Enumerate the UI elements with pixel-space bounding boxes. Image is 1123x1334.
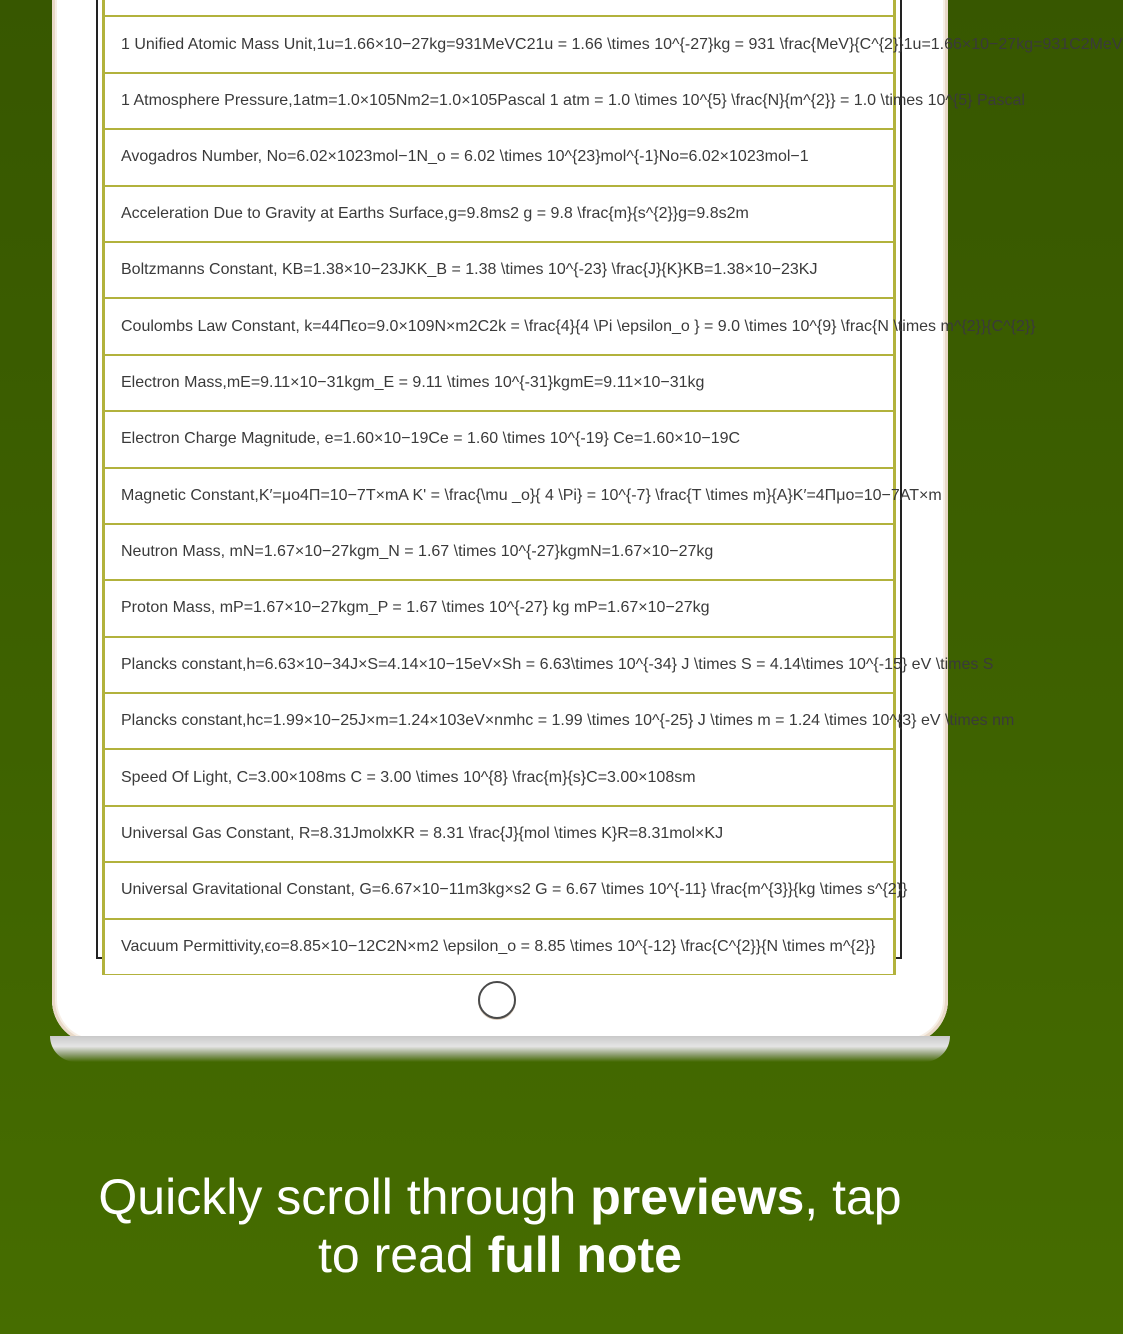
list-item[interactable] (102, 0, 896, 16)
list-item-text: Universal Gas Constant, R=8.31JmolxKR = 8.31 \frac{J}{mol \times K}R=8.31mol×KJ (121, 825, 724, 843)
list-item[interactable] (102, 524, 896, 580)
caption-line-2 (0, 1226, 1000, 1284)
list-item[interactable] (102, 186, 896, 242)
list-item[interactable] (102, 637, 994, 693)
list-item-text: Universal Gravitational Constant, G=6.67×10−11m3kg×s2 G = 6.67 \times 10^{-11} \frac{m^{3}}{kg \times s^{2}} (121, 881, 908, 899)
list-item[interactable] (102, 73, 1025, 129)
list-item[interactable] (102, 749, 896, 805)
home-button[interactable] (478, 981, 516, 1019)
list-item[interactable] (102, 919, 896, 975)
caption-text: , tap (804, 1169, 902, 1225)
caption-text: to read (318, 1227, 488, 1283)
list-item[interactable] (102, 580, 896, 636)
list-item[interactable] (102, 693, 1015, 749)
list-item-text: Plancks constant,hc=1.99×10−25J×m=1.24×103eV×nmhc = 1.99 \times 10^{-25} J \times m = 1.24 \times 10^{3} eV \times nm (121, 712, 1015, 730)
list-item-text: Boltzmanns Constant, KB=1.38×10−23JKK_B = 1.38 \times 10^{-23} \frac{J}{K}KB=1.38×10−23KJ (121, 261, 818, 279)
list-item-text: Avogadros Number, No=6.02×1023mol−1N_o = 6.02 \times 10^{23}mol^{-1}No=6.02×1023mol−1 (121, 148, 809, 166)
list-item[interactable] (102, 411, 896, 467)
promo-caption (0, 1168, 1000, 1284)
notes-list-view[interactable] (98, 0, 1123, 957)
tablet-screen (96, 0, 1123, 959)
list-item-text: Proton Mass, mP=1.67×10−27kgm_P = 1.67 \times 10^{-27} kg mP=1.67×10−27kg (121, 599, 710, 617)
list-item[interactable] (102, 468, 942, 524)
list-item[interactable] (102, 355, 896, 411)
caption-text: Quickly scroll through (98, 1169, 591, 1225)
tablet-shadow (50, 1036, 950, 1062)
list-item-text: Neutron Mass, mN=1.67×10−27kgm_N = 1.67 \times 10^{-27}kgmN=1.67×10−27kg (121, 543, 714, 561)
list-item[interactable] (102, 129, 896, 185)
list-item[interactable] (102, 806, 896, 862)
caption-emphasis: previews (590, 1169, 805, 1225)
list-item-text: Plancks constant,h=6.63×10−34J×S=4.14×10−15eV×Sh = 6.63\times 10^{-34} J \times S = 4.14\times 10^{-15} eV \times S (121, 655, 994, 673)
list-item[interactable] (102, 242, 896, 298)
list-item[interactable] (102, 862, 908, 918)
list-item[interactable] (102, 16, 1123, 72)
list-item-text: Electron Charge Magnitude, e=1.60×10−19Ce = 1.60 \times 10^{-19} Ce=1.60×10−19C (121, 430, 741, 448)
list-item-text: Vacuum Permittivity,ϵo=8.85×10−12C2N×m2 \epsilon_o = 8.85 \times 10^{-12} \frac{C^{2}}{N \times m^{2}} (121, 937, 876, 955)
list-item-text: 1 Unified Atomic Mass Unit,1u=1.66×10−27kg=931MeVC21u = 1.66 \times 10^{-27}kg = 931 \frac{MeV}{C^{2}}1u=1.66×10−27kg=931C2MeV (121, 35, 1123, 53)
notes-list (98, 0, 1123, 975)
list-item[interactable] (102, 298, 1036, 354)
caption-line-1 (0, 1168, 1000, 1226)
list-item-text: 1 Atmosphere Pressure,1atm=1.0×105Nm2=1.0×105Pascal 1 atm = 1.0 \times 10^{5} \frac{N}{m^{2}} = 1.0 \times 10^{5} Pascal (121, 91, 1025, 109)
list-item-text: Coulombs Law Constant, k=44Πϵo=9.0×109N×m2C2k = \frac{4}{4 \Pi \epsilon_o } = 9.0 \times 10^{9} \frac{N \times m^{2}}{C^{2}} (121, 317, 1036, 335)
list-item-text: Magnetic Constant,K′=μo4Π=10−7T×mA K' = \frac{\mu _o}{ 4 \Pi} = 10^{-7} \frac{T \times m}{A}K′=4Πμo=10−7AT×m (121, 486, 942, 504)
list-item-text: Electron Mass,mE=9.11×10−31kgm_E = 9.11 \times 10^{-31}kgmE=9.11×10−31kg (121, 373, 705, 391)
caption-emphasis: full note (487, 1227, 682, 1283)
list-item-text: Speed Of Light, C=3.00×108ms C = 3.00 \times 10^{8} \frac{m}{s}C=3.00×108sm (121, 768, 696, 786)
list-item-text: Acceleration Due to Gravity at Earths Surface,g=9.8ms2 g = 9.8 \frac{m}{s^{2}}g=9.8s2m (121, 204, 749, 222)
